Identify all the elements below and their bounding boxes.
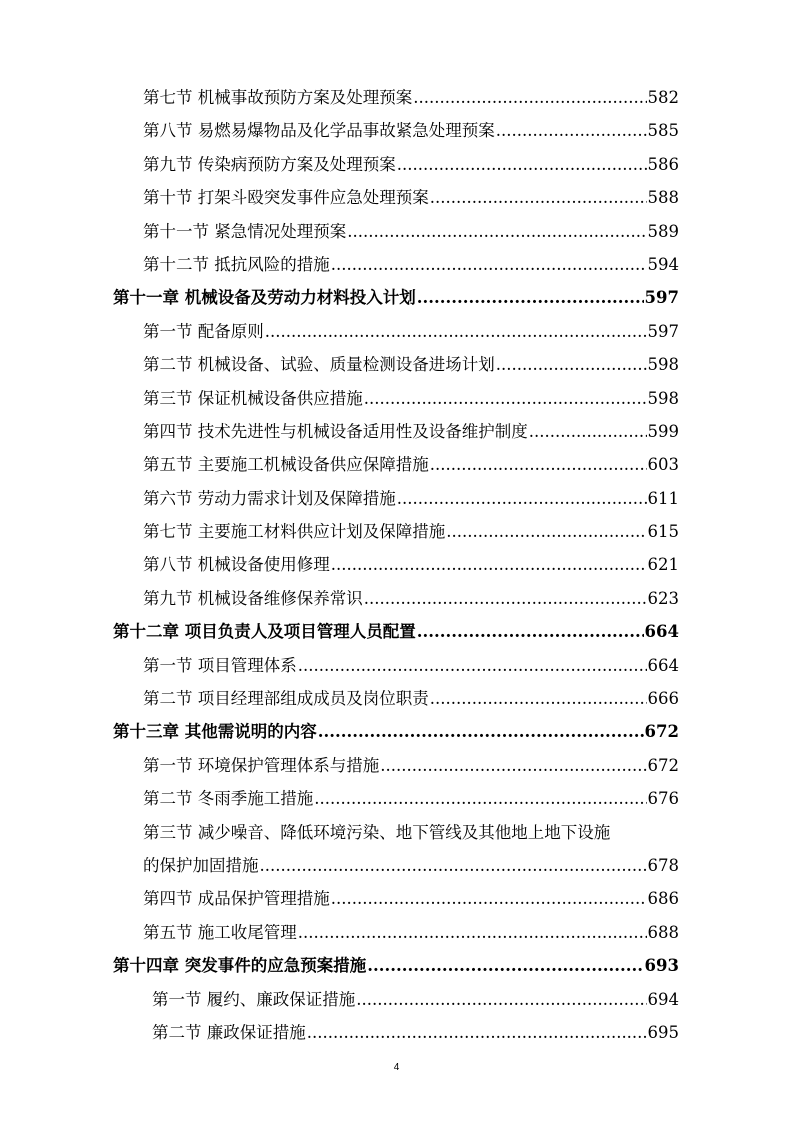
toc-entry[interactable] — [0, 983, 793, 1016]
dot-leader — [417, 281, 644, 314]
dot-leader — [356, 983, 646, 1016]
toc-entry[interactable] — [0, 81, 793, 114]
toc-entry[interactable] — [0, 782, 793, 815]
toc-entry-title: 第六节 劳动力需求计划及保障措施 — [143, 488, 396, 508]
dot-leader — [331, 882, 647, 915]
toc-entry[interactable] — [0, 1016, 793, 1049]
toc-chapter-page: 672 — [644, 722, 679, 742]
toc-entry-page: 585 — [647, 121, 679, 141]
toc-entry-title: 第一节 项目管理体系 — [143, 655, 297, 675]
toc-chapter-title: 第十四章 突发事件的应急预案措施 — [113, 956, 367, 976]
page-number: 4 — [393, 1062, 400, 1073]
toc-entry-title: 第十一节 紧急情况处理预案 — [143, 221, 347, 241]
toc-entry-title: 第五节 主要施工机械设备供应保障措施 — [143, 455, 429, 475]
toc-entry-page: 582 — [647, 88, 679, 107]
toc-entry[interactable] — [0, 749, 793, 782]
toc-entry-wrapped[interactable] — [0, 816, 793, 883]
toc-chapter[interactable] — [0, 281, 793, 314]
toc-entry-title: 第一节 配备原则 — [143, 321, 264, 341]
dot-leader — [430, 448, 647, 481]
toc-entry[interactable] — [0, 215, 793, 248]
dot-leader — [496, 348, 647, 381]
toc-entry-title: 第八节 机械设备使用修理 — [143, 555, 330, 575]
toc-entry[interactable] — [0, 916, 793, 949]
toc-entry-page: 589 — [647, 221, 679, 241]
dot-leader — [430, 682, 647, 715]
toc-entry-page: 586 — [647, 154, 679, 174]
toc-entry-page: 588 — [647, 188, 679, 208]
toc-entry-page: 598 — [647, 388, 679, 408]
toc-entry-title: 第七节 主要施工材料供应计划及保障措施 — [143, 522, 446, 542]
dot-leader — [347, 215, 646, 248]
toc-entry-page: 688 — [647, 922, 679, 942]
toc-chapter-title: 第十一章 机械设备及劳动力材料投入计划 — [113, 288, 416, 308]
toc-entry-page: 598 — [647, 355, 679, 375]
toc-entry-title: 第九节 机械设备维修保养常识 — [143, 588, 363, 608]
toc-chapter-page: 597 — [644, 288, 679, 308]
toc-entry[interactable] — [0, 649, 793, 682]
dot-leader — [417, 615, 644, 648]
toc-entry-title: 第五节 施工收尾管理 — [143, 922, 297, 942]
toc-entry-title: 第二节 廉政保证措施 — [152, 1022, 306, 1042]
toc-entry[interactable] — [0, 482, 793, 515]
toc-entry-page: 686 — [647, 889, 679, 909]
dot-leader — [430, 181, 647, 214]
toc-entry[interactable] — [0, 382, 793, 415]
toc-entry[interactable] — [0, 682, 793, 715]
toc-entry-title: 第十二节 抵抗风险的措施 — [143, 254, 330, 274]
dot-leader — [364, 582, 647, 615]
toc-chapter[interactable] — [0, 615, 793, 648]
toc-entry-title: 第四节 成品保护管理措施 — [143, 889, 330, 909]
toc-entry-page: 599 — [647, 421, 679, 441]
toc-entry[interactable] — [0, 448, 793, 481]
toc-entry-title: 第四节 技术先进性与机械设备适用性及设备维护制度 — [143, 421, 528, 441]
toc-entry-page: 664 — [647, 655, 679, 675]
toc-entry-page: 672 — [647, 755, 679, 775]
toc-entry-title: 第八节 易燃易爆物品及化学品事故紧急处理预案 — [143, 121, 495, 141]
toc-entry[interactable] — [0, 248, 793, 281]
toc-entry-title: 第一节 环境保护管理体系与措施 — [143, 755, 380, 775]
toc-entry[interactable] — [0, 515, 793, 548]
toc-chapter-page: 693 — [644, 956, 679, 976]
toc-entry-page: 678 — [647, 855, 679, 875]
toc-entry[interactable] — [0, 148, 793, 181]
dot-leader — [314, 782, 646, 815]
toc-entry[interactable] — [0, 415, 793, 448]
dot-leader — [318, 715, 644, 748]
toc-entry-page: 676 — [647, 789, 679, 809]
toc-chapter[interactable] — [0, 949, 793, 982]
dot-leader — [307, 1016, 647, 1049]
toc-entry-page: 623 — [647, 588, 679, 608]
toc-entry[interactable] — [0, 181, 793, 214]
dot-leader — [380, 749, 646, 782]
toc-entry[interactable] — [0, 882, 793, 915]
dot-leader — [265, 315, 647, 348]
dot-leader — [364, 382, 647, 415]
toc-entry-title: 第二节 机械设备、试验、质量检测设备进场计划 — [143, 355, 495, 375]
toc-entry-page: 621 — [647, 555, 679, 575]
toc-entry-title: 第九节 传染病预防方案及处理预案 — [143, 154, 396, 174]
toc-entry[interactable] — [0, 582, 793, 615]
table-of-contents — [0, 81, 793, 1049]
dot-leader — [446, 515, 646, 548]
toc-chapter-page: 664 — [644, 622, 679, 642]
dot-leader — [397, 148, 647, 181]
dot-leader — [331, 248, 647, 281]
toc-entry-title: 第二节 项目经理部组成成员及岗位职责 — [143, 689, 429, 709]
toc-entry-page: 615 — [647, 522, 679, 542]
toc-entry-title: 第七节 机械事故预防方案及处理预案 — [143, 88, 413, 107]
toc-chapter-title: 第十二章 项目负责人及项目管理人员配置 — [113, 622, 416, 642]
toc-entry-page: 597 — [647, 321, 679, 341]
toc-entry-page: 694 — [647, 989, 679, 1009]
dot-leader — [298, 649, 647, 682]
toc-chapter[interactable] — [0, 715, 793, 748]
toc-entry-title: 第三节 保证机械设备供应措施 — [143, 388, 363, 408]
dot-leader — [298, 916, 647, 949]
toc-entry-title: 第十节 打架斗殴突发事件应急处理预案 — [143, 188, 429, 208]
toc-chapter-title: 第十三章 其他需说明的内容 — [113, 722, 317, 742]
dot-leader — [397, 482, 647, 515]
toc-entry[interactable] — [0, 348, 793, 381]
dot-leader — [496, 114, 647, 147]
dot-leader — [367, 949, 643, 982]
toc-entry-title: 第二节 冬雨季施工措施 — [143, 789, 314, 809]
dot-leader — [331, 548, 647, 581]
toc-entry-page: 666 — [647, 689, 679, 709]
toc-entry[interactable] — [0, 548, 793, 581]
dot-leader — [529, 415, 647, 448]
toc-entry-title-continued: 的保护加固措施 — [143, 855, 259, 875]
toc-entry[interactable] — [0, 114, 793, 147]
toc-entry-page: 594 — [647, 254, 679, 274]
dot-leader — [260, 849, 647, 882]
toc-entry-title: 第一节 履约、廉政保证措施 — [152, 989, 356, 1009]
toc-entry-page: 603 — [647, 455, 679, 475]
toc-entry[interactable] — [0, 315, 793, 348]
dot-leader — [413, 81, 646, 114]
toc-entry-page: 695 — [647, 1022, 679, 1042]
toc-entry-title: 第三节 减少噪音、降低环境污染、地下管线及其他地上地下设施 — [143, 822, 611, 842]
toc-entry-page: 611 — [647, 488, 679, 508]
